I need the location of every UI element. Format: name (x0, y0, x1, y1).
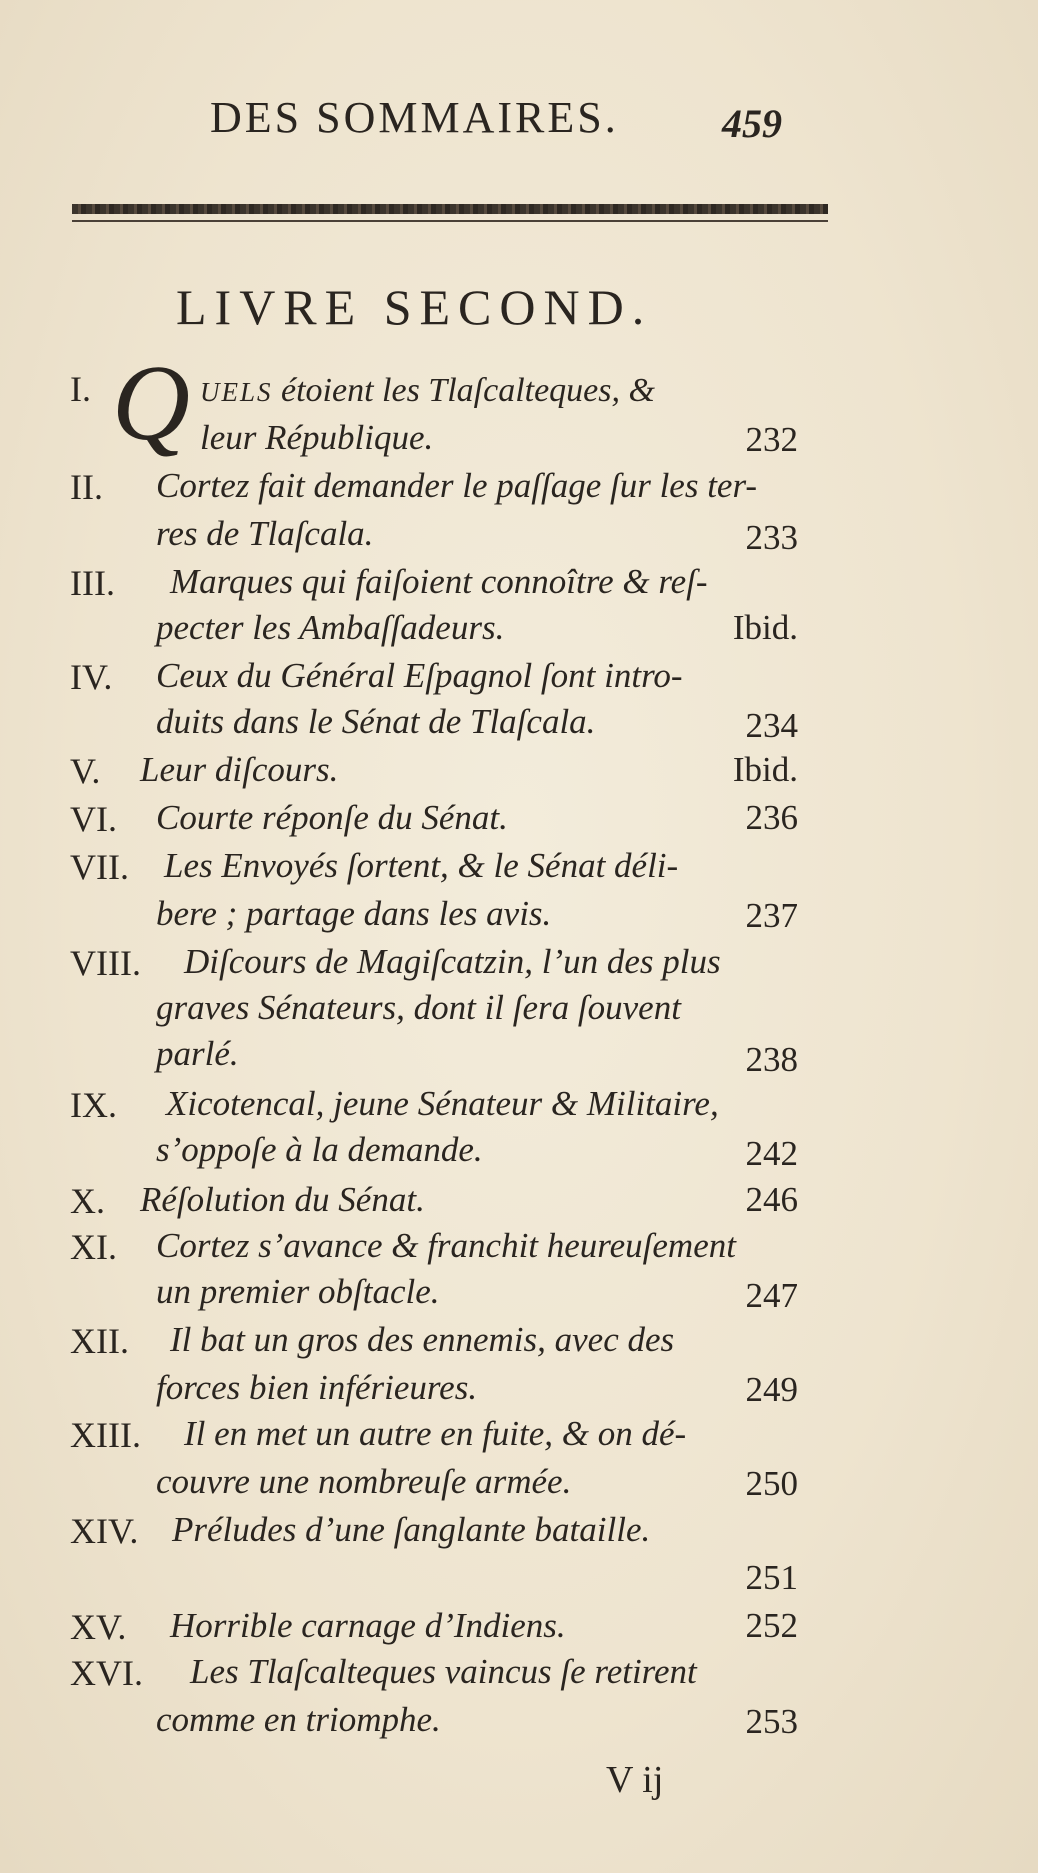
entry-text-line2: duits dans le Sénat de Tlaſcala. (156, 702, 596, 741)
entry-page: Ibid. (732, 750, 798, 789)
entry-page: 247 (745, 1276, 798, 1315)
entry-text-line1: Courte réponſe du Sénat. (156, 798, 508, 837)
entry-text-line1: Cortez s’avance & franchit heureuſement (156, 1226, 736, 1265)
entry-number: VII. (70, 847, 129, 887)
entry-page: Ibid. (732, 608, 798, 647)
entry-text-line1: Marques qui faiſoient connoître & reſ- (170, 562, 708, 601)
entry-text-line1: Xicotencal, jeune Sénateur & Militaire, (166, 1084, 719, 1123)
entry-number: XV. (70, 1607, 127, 1647)
entry-number: XIII. (70, 1415, 141, 1455)
entry-text-line1: Réſolution du Sénat. (140, 1180, 425, 1219)
entry-page: 251 (745, 1558, 798, 1597)
entry-text-line2: comme en triomphe. (156, 1700, 441, 1739)
entry-text-line2: pecter les Ambaſſadeurs. (156, 608, 505, 647)
entry-page: 249 (745, 1370, 798, 1409)
entry-number: V. (70, 751, 101, 791)
entry-page: 237 (745, 896, 798, 935)
entry-text-line2: graves Sénateurs, dont il ſera ſouvent (156, 988, 681, 1027)
entry-number: VI. (70, 799, 117, 839)
entry-number: XI. (70, 1227, 117, 1267)
entry-text-line1: Les Tlaſcalteques vaincus ſe retirent (190, 1652, 697, 1691)
entry-lead: UELS (200, 377, 273, 407)
entry-text-line1: Horrible carnage d’Indiens. (170, 1606, 566, 1645)
entry-text-line2: forces bien inférieures. (156, 1368, 478, 1407)
entry-number: X. (70, 1181, 105, 1221)
entry-text-line1: Ceux du Général Eſpagnol ſont intro- (156, 656, 683, 695)
entry-text (200, 372, 655, 410)
signature-mark: V ij (606, 1759, 664, 1801)
entry-text-line2: un premier obſtacle. (156, 1272, 440, 1311)
entry-text-line2: bere ; partage dans les avis. (156, 894, 552, 933)
entry-number: I. (70, 369, 91, 409)
entry-page: 253 (745, 1702, 798, 1741)
entry-number: VIII. (70, 943, 141, 983)
entry-text-line3: parlé. (156, 1034, 239, 1073)
entry-page: 234 (745, 706, 798, 745)
entry-page: 252 (745, 1606, 798, 1645)
entry-page: 232 (745, 420, 798, 459)
entry-text-line1: Diſcours de Magiſcatzin, l’un des plus (184, 942, 721, 981)
entry-page: 250 (745, 1464, 798, 1503)
entry-page: 246 (745, 1180, 798, 1219)
entry-text-line1: Cortez fait demander le paſſage ſur les ter- (156, 466, 758, 505)
entry-text-line1: Préludes d’une ſanglante bataille. (172, 1510, 651, 1549)
entry-text-line2: s’oppoſe à la demande. (156, 1130, 483, 1169)
entry-number: XII. (70, 1321, 129, 1361)
entry-number: III. (70, 563, 115, 603)
drop-cap: Q (112, 344, 190, 463)
entry-text-line1: Leur diſcours. (140, 750, 339, 789)
entry-page: 238 (745, 1040, 798, 1079)
entry-text-line2: leur République. (200, 418, 434, 457)
entry-page: 233 (745, 518, 798, 557)
entry-text-line2: res de Tlaſcala. (156, 514, 374, 553)
entry-page: 242 (745, 1134, 798, 1173)
entry-number: XVI. (70, 1653, 143, 1693)
section-title: LIVRE SECOND. (176, 279, 653, 335)
entry-text-line1: Il en met un autre en fuite, & on dé- (184, 1414, 687, 1453)
entry-number: IV. (70, 657, 113, 697)
entry-text-line1: étoient les Tlaſcalteques, & (281, 372, 655, 409)
entry-number: XIV. (70, 1511, 139, 1551)
entry-number: II. (70, 467, 103, 507)
page-number: 459 (722, 101, 782, 146)
entry-number: IX. (70, 1085, 117, 1125)
entry-text-line1: Il bat un gros des ennemis, avec des (170, 1320, 675, 1359)
entry-text-line2: couvre une nombreuſe armée. (156, 1462, 572, 1501)
entry-text-line1: Les Envoyés ſortent, & le Sénat déli- (164, 846, 679, 885)
running-head: DES SOMMAIRES. (210, 93, 619, 142)
entry-page: 236 (745, 798, 798, 837)
